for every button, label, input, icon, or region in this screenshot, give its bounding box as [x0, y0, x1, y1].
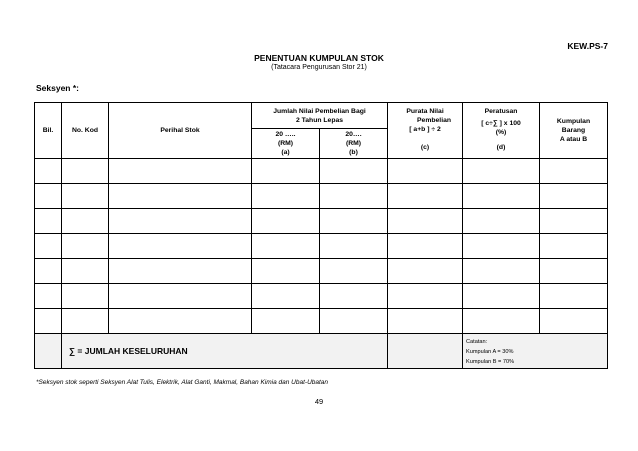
document-code: KEW.PS-7 — [567, 41, 608, 51]
header-col-b: (b) — [349, 149, 358, 156]
cell[interactable] — [109, 209, 252, 234]
cell[interactable] — [35, 259, 62, 284]
header-bil: Bil. — [35, 103, 62, 159]
cell[interactable] — [35, 184, 62, 209]
section-label: Seksyen *: — [36, 83, 79, 93]
footnote: *Seksyen stok seperti Seksyen Alat Tulis, Elektrik, Alat Ganti, Makmal, Bahan Kimia dan Ubat-Ubatan — [36, 379, 329, 386]
table-row — [35, 259, 608, 284]
cell[interactable] — [388, 184, 463, 209]
cell[interactable] — [388, 209, 463, 234]
header-kumpulan-line1: Kumpulan — [556, 118, 591, 125]
cell[interactable] — [62, 234, 109, 259]
cell[interactable] — [388, 159, 463, 184]
cell[interactable] — [463, 284, 540, 309]
cell[interactable] — [463, 234, 540, 259]
header-purata-line1: Purata Nilai — [406, 108, 444, 115]
cell[interactable] — [109, 309, 252, 334]
header-kumpulan-line2: Barang — [561, 127, 586, 134]
cell[interactable] — [320, 184, 388, 209]
cell[interactable] — [109, 234, 252, 259]
cell[interactable] — [252, 234, 320, 259]
cell[interactable] — [62, 259, 109, 284]
cell[interactable] — [463, 184, 540, 209]
header-kumpulan-barang — [540, 103, 608, 159]
header-purata-line2: Pembelian — [417, 117, 452, 124]
cell[interactable] — [463, 259, 540, 284]
header-year-a — [252, 129, 320, 159]
header-purata-formula: [ a+b ] ÷ 2 — [409, 126, 441, 133]
cell[interactable] — [320, 159, 388, 184]
cell[interactable] — [109, 184, 252, 209]
cell[interactable] — [35, 234, 62, 259]
header-purata-nilai — [388, 103, 463, 159]
note-group-b: Kumpulan B = 70% — [466, 359, 515, 365]
cell[interactable] — [320, 284, 388, 309]
cell[interactable] — [388, 259, 463, 284]
cell[interactable] — [540, 159, 608, 184]
cell[interactable] — [252, 159, 320, 184]
page-number: 49 — [314, 397, 324, 406]
cell[interactable] — [320, 259, 388, 284]
cell[interactable] — [540, 234, 608, 259]
total-label: ∑ = JUMLAH KESELURUHAN — [62, 334, 388, 369]
header-col-d: (d) — [496, 144, 506, 151]
cell[interactable] — [540, 184, 608, 209]
cell[interactable] — [109, 284, 252, 309]
cell[interactable] — [388, 284, 463, 309]
table-row — [35, 234, 608, 259]
header-jumlah-nilai — [252, 103, 388, 129]
cell[interactable] — [109, 259, 252, 284]
cell[interactable] — [252, 259, 320, 284]
table-row — [35, 159, 608, 184]
total-bil-cell — [35, 334, 62, 369]
cell[interactable] — [540, 309, 608, 334]
stock-group-table — [34, 102, 608, 369]
cell[interactable] — [252, 309, 320, 334]
cell[interactable] — [62, 184, 109, 209]
header-peratusan-formula: [ c÷∑ ] x 100 — [481, 120, 521, 127]
header-col-c: (c) — [420, 144, 430, 151]
cell[interactable] — [388, 309, 463, 334]
header-no-kod: No. Kod — [62, 103, 109, 159]
cell[interactable] — [320, 309, 388, 334]
header-jumlah-line1: Jumlah Nilai Pembelian Bagi — [273, 107, 366, 115]
cell[interactable] — [252, 184, 320, 209]
cell[interactable] — [463, 209, 540, 234]
header-year-b — [320, 129, 388, 159]
header-perihal-stok: Perihal Stok — [109, 103, 252, 159]
cell[interactable] — [540, 284, 608, 309]
cell[interactable] — [35, 209, 62, 234]
cell[interactable] — [62, 309, 109, 334]
cell[interactable] — [252, 209, 320, 234]
cell[interactable] — [109, 159, 252, 184]
cell[interactable] — [463, 309, 540, 334]
cell[interactable] — [540, 259, 608, 284]
header-unit-b: (RM) — [345, 140, 362, 147]
table-row — [35, 209, 608, 234]
cell[interactable] — [62, 209, 109, 234]
notes-cell — [463, 334, 608, 369]
header-peratusan — [463, 103, 540, 159]
table-row — [35, 309, 608, 334]
cell[interactable] — [463, 159, 540, 184]
cell[interactable] — [252, 284, 320, 309]
header-peratusan-unit: (%) — [495, 129, 507, 136]
cell[interactable] — [62, 284, 109, 309]
header-year-a-label: 20 ….. — [275, 131, 296, 138]
cell[interactable] — [540, 209, 608, 234]
document-subtitle: (Tatacara Pengurusan Stor 21) — [271, 64, 367, 71]
cell[interactable] — [320, 209, 388, 234]
header-year-b-label: 20…. — [345, 131, 362, 138]
notes-title: Catatan: — [466, 339, 488, 345]
header-jumlah-line2: 2 Tahun Lepas — [295, 116, 344, 124]
header-unit-a: (RM) — [277, 140, 294, 147]
total-purata-cell[interactable] — [388, 334, 463, 369]
cell[interactable] — [320, 234, 388, 259]
cell[interactable] — [35, 309, 62, 334]
cell[interactable] — [35, 159, 62, 184]
cell[interactable] — [388, 234, 463, 259]
document-title: PENENTUAN KUMPULAN STOK — [254, 53, 384, 63]
header-kumpulan-line3: A atau B — [559, 136, 588, 143]
cell[interactable] — [35, 284, 62, 309]
header-peratusan-line1: Peratusan — [484, 108, 518, 115]
cell[interactable] — [62, 159, 109, 184]
header-col-a: (a) — [281, 149, 290, 156]
table-row — [35, 184, 608, 209]
table-row — [35, 284, 608, 309]
total-row — [35, 334, 608, 369]
note-group-a: Kumpulan A = 30% — [466, 349, 514, 355]
